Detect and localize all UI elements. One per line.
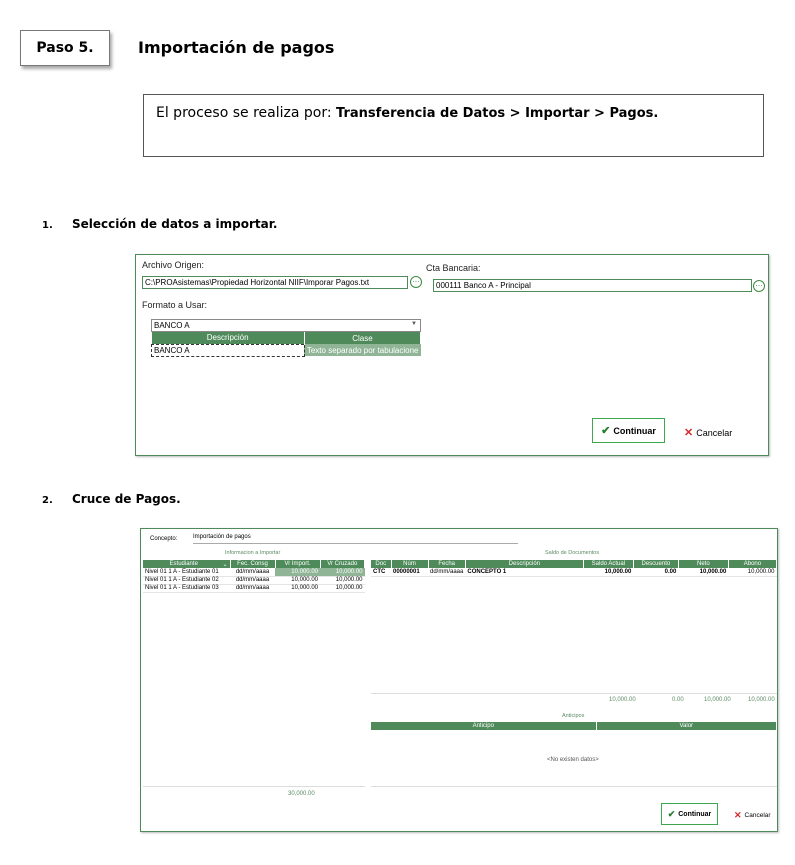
- step-2-title: Cruce de Pagos.: [72, 492, 181, 506]
- step-1-title: Selección de datos a importar.: [72, 217, 278, 231]
- row-clase: Texto separado por tabulacione: [304, 344, 420, 356]
- step-2-num: 2.: [42, 495, 53, 506]
- total-neto: 10,000.00: [704, 697, 731, 703]
- col-fec-consg[interactable]: Fec. Consg: [230, 560, 275, 568]
- info-table: [143, 560, 365, 593]
- close-icon: ✕: [734, 810, 742, 820]
- continuar-label: Continuar: [613, 425, 656, 436]
- col-descripcion: Descripción: [152, 332, 305, 344]
- step-2: [42, 492, 181, 506]
- col-num[interactable]: Núm: [391, 560, 428, 568]
- cta-input[interactable]: 000111 Banco A - Principal: [433, 279, 752, 292]
- cta-select-icon[interactable]: ⋯: [753, 280, 765, 292]
- divider: [371, 786, 777, 787]
- table-row[interactable]: [371, 568, 777, 576]
- divider: [371, 693, 777, 694]
- cell-cruzado: 10,000.00: [320, 576, 365, 584]
- archivo-input[interactable]: C:\PROAsistemas\Propiedad Horizontal NIIF\Imporar Pagos.txt: [142, 276, 408, 289]
- concepto-input[interactable]: [193, 534, 518, 544]
- saldo-title: Saldo de Documentos: [545, 550, 600, 556]
- cell-estudiante: Nivel 01 1 A - Estudiante 01: [143, 568, 230, 576]
- col-saldo-actual[interactable]: Saldo Actual: [583, 560, 633, 568]
- col-vr-cruzado[interactable]: Vr Cruzado: [320, 560, 365, 568]
- concepto-label: Concepto:: [150, 536, 178, 542]
- cell-fecha: dd/mm/aaaa: [230, 576, 275, 584]
- col-descuento[interactable]: Descuento: [633, 560, 678, 568]
- paso-badge: Paso 5.: [20, 30, 110, 66]
- formato-value: BANCO A: [154, 321, 190, 330]
- col-descripcion[interactable]: Descripción: [465, 560, 583, 568]
- saldo-table: [371, 560, 777, 577]
- cell-saldo: 10,000.00: [583, 568, 633, 576]
- check-icon: ✔: [667, 808, 676, 819]
- sort-icon: ⌄: [222, 561, 228, 568]
- cell-fecha: dd/mm/aaaa: [230, 584, 275, 592]
- cancelar-button[interactable]: [734, 810, 771, 821]
- cell-fecha: dd/mm/aaaa: [430, 568, 464, 575]
- import-selection-panel: [135, 254, 769, 456]
- close-icon: ✕: [684, 427, 694, 439]
- continuar-button[interactable]: [661, 803, 718, 825]
- cell-import: 10,000.00: [275, 568, 320, 576]
- cell-doc: CTC: [371, 568, 391, 576]
- cruce-pagos-panel: [140, 528, 778, 832]
- cell-descripcion: CONCEPTO 1: [465, 568, 583, 576]
- formato-label: Formato a Usar:: [142, 300, 208, 310]
- cell-abono: 10,000.00: [728, 568, 776, 576]
- check-icon: ✔: [601, 425, 611, 437]
- page-title: Importación de pagos: [138, 38, 335, 57]
- continuar-label: Continuar: [678, 810, 712, 818]
- cell-fecha: dd/mm/aaaa: [230, 568, 275, 576]
- cell-estudiante: Nivel 01 1 A - Estudiante 03: [143, 584, 230, 592]
- cell-estudiante: Nivel 01 1 A - Estudiante 02: [143, 576, 230, 584]
- step-1: [42, 217, 277, 231]
- continuar-button[interactable]: [592, 418, 665, 443]
- step-1-num: 1.: [42, 220, 53, 231]
- info-title: Informacion a Importar: [225, 550, 281, 556]
- archivo-label: Archivo Origen:: [142, 260, 205, 270]
- no-data-message: <No existen datos>: [547, 757, 599, 763]
- col-clase: Clase: [304, 332, 420, 344]
- col-vr-import[interactable]: Vr Import.: [275, 560, 320, 568]
- process-prefix: El proceso se realiza por:: [156, 105, 332, 121]
- col-fecha[interactable]: Fecha: [428, 560, 465, 568]
- table-row[interactable]: [143, 568, 365, 576]
- formato-select[interactable]: [151, 319, 421, 332]
- cancelar-label: Cancelar: [696, 427, 733, 438]
- cancelar-button[interactable]: [684, 426, 732, 439]
- cell-import: 10,000.00: [275, 584, 320, 592]
- col-valor[interactable]: Valor: [596, 722, 777, 730]
- browse-icon[interactable]: ⋯: [410, 276, 422, 288]
- chevron-down-icon: ▼: [411, 321, 417, 327]
- col-neto[interactable]: Neto: [678, 560, 728, 568]
- col-anticipo[interactable]: Anticipo: [371, 722, 596, 730]
- left-total: 30,000.00: [288, 791, 315, 797]
- cell-descuento: 0.00: [633, 568, 678, 576]
- anticipos-title: Anticipos: [562, 713, 585, 719]
- formato-table: [151, 332, 421, 357]
- cta-label: Cta Bancaria:: [426, 263, 481, 273]
- concepto-value: Importación de pagos: [193, 534, 251, 540]
- col-doc[interactable]: Doc: [371, 560, 391, 568]
- total-saldo: 10,000.00: [609, 697, 636, 703]
- process-box: [143, 94, 764, 157]
- table-row[interactable]: [152, 344, 421, 356]
- cell-import: 10,000.00: [275, 576, 320, 584]
- cell-num: 00000001: [391, 568, 428, 576]
- col-estudiante[interactable]: Estudiante ⌄: [143, 560, 230, 568]
- cell-cruzado: 10,000.00: [320, 568, 365, 576]
- process-path: Transferencia de Datos > Importar > Pagos.: [336, 106, 659, 121]
- anticipos-table: [371, 722, 777, 730]
- total-descuento: 0.00: [672, 697, 684, 703]
- cell-neto: 10,000.00: [678, 568, 728, 576]
- table-row[interactable]: [143, 584, 365, 592]
- row-descripcion: BANCO A: [152, 344, 305, 356]
- col-abono[interactable]: Abono: [728, 560, 776, 568]
- total-abono: 10,000.00: [748, 697, 775, 703]
- table-row[interactable]: [143, 576, 365, 584]
- cell-cruzado: 10,000.00: [320, 584, 365, 592]
- cancelar-label: Cancelar: [744, 812, 771, 819]
- divider: [143, 786, 365, 787]
